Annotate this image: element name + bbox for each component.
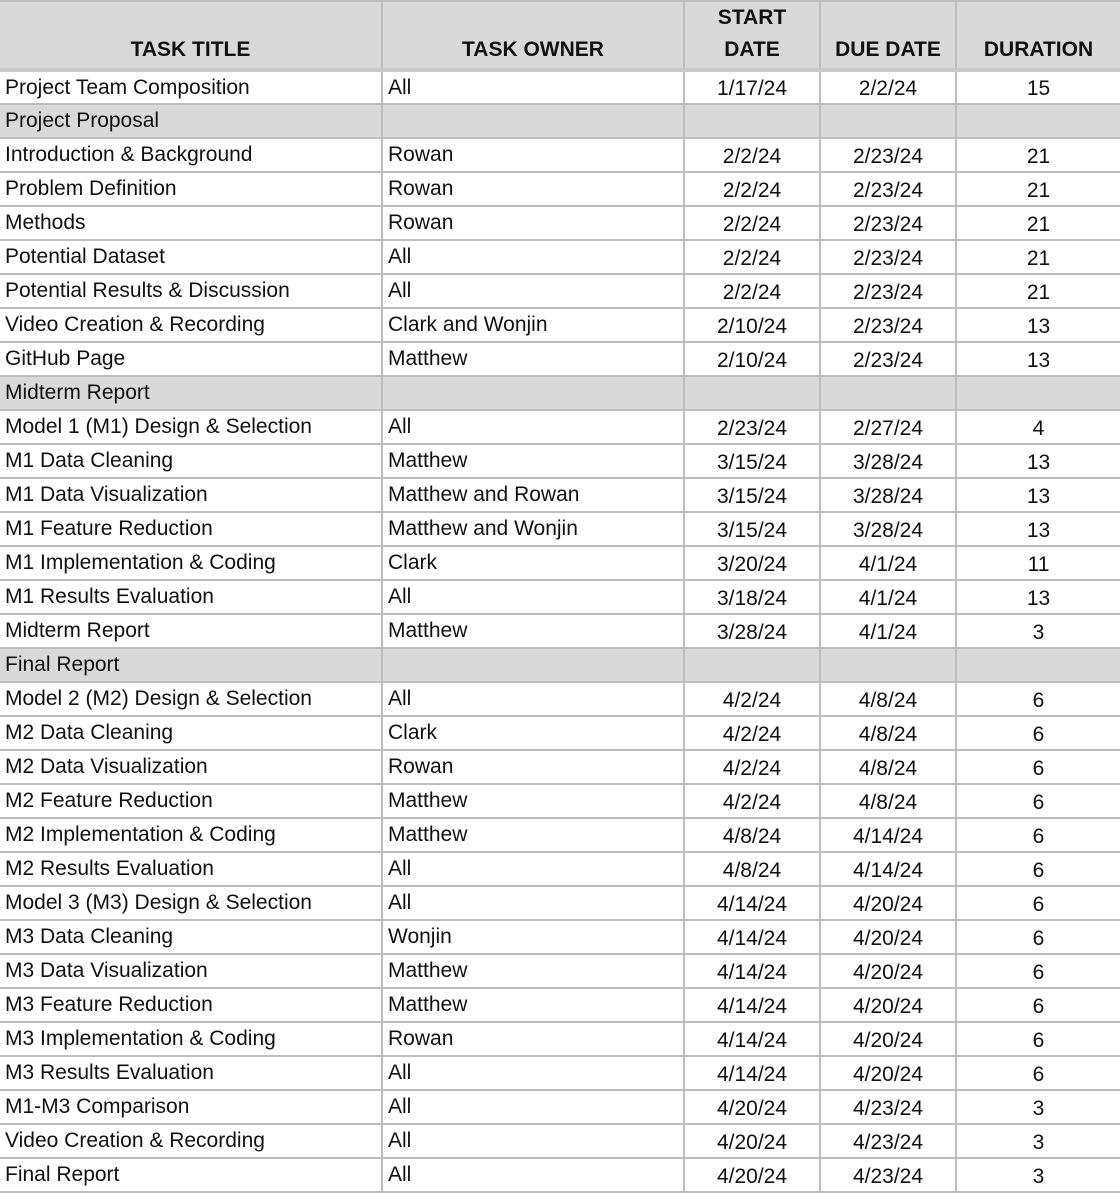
cell-task-owner[interactable]: Wonjin [382, 920, 684, 954]
cell-duration[interactable]: 6 [956, 682, 1120, 716]
header-start-date-line1: START [717, 6, 787, 29]
cell-task-title[interactable]: Final Report [0, 648, 382, 682]
cell-task-title[interactable]: Potential Results & Discussion [0, 274, 382, 308]
cell-duration[interactable]: 21 [956, 206, 1120, 240]
table-row [0, 716, 1120, 750]
cell-task-title[interactable]: M2 Feature Reduction [0, 784, 382, 818]
cell-due-date[interactable]: 2/23/24 [820, 172, 956, 206]
header-start-date[interactable] [684, 1, 820, 70]
cell-start-date[interactable]: 4/2/24 [684, 682, 820, 716]
cell-duration[interactable]: 3 [956, 614, 1120, 648]
cell-duration[interactable]: 6 [956, 750, 1120, 784]
table-row [0, 70, 1120, 104]
cell-duration[interactable]: 6 [956, 886, 1120, 920]
cell-task-owner[interactable]: All [382, 886, 684, 920]
cell-task-owner[interactable]: All [382, 1124, 684, 1158]
cell-due-date[interactable]: 4/8/24 [820, 750, 956, 784]
cell-task-title[interactable]: M3 Results Evaluation [0, 1056, 382, 1090]
cell-task-title[interactable]: Model 2 (M2) Design & Selection [0, 682, 382, 716]
cell-task-owner[interactable]: Matthew and Wonjin [382, 512, 684, 546]
cell-start-date[interactable]: 4/14/24 [684, 954, 820, 988]
cell-duration[interactable]: 6 [956, 988, 1120, 1022]
cell-task-title[interactable]: M2 Implementation & Coding [0, 818, 382, 852]
cell-due-date[interactable]: 4/20/24 [820, 1056, 956, 1090]
cell-start-date[interactable]: 4/20/24 [684, 1158, 820, 1192]
cell-task-owner[interactable]: Matthew [382, 988, 684, 1022]
cell-task-owner[interactable]: Rowan [382, 206, 684, 240]
cell-duration[interactable]: 4 [956, 410, 1120, 444]
cell-start-date[interactable]: 4/2/24 [684, 716, 820, 750]
cell-duration[interactable]: 6 [956, 716, 1120, 750]
table-row [0, 750, 1120, 784]
cell-task-title[interactable]: Model 3 (M3) Design & Selection [0, 886, 382, 920]
cell-duration[interactable]: 21 [956, 240, 1120, 274]
cell-due-date[interactable]: 4/1/24 [820, 580, 956, 614]
cell-due-date[interactable]: 4/20/24 [820, 954, 956, 988]
cell-due-date[interactable]: 4/20/24 [820, 988, 956, 1022]
cell-due-date[interactable]: 4/14/24 [820, 852, 956, 886]
cell-task-owner[interactable]: All [382, 410, 684, 444]
cell-task-owner[interactable]: Rowan [382, 750, 684, 784]
cell-task-owner[interactable]: All [382, 682, 684, 716]
table-row [0, 342, 1120, 376]
cell-due-date[interactable]: 2/2/24 [820, 70, 956, 104]
cell-start-date[interactable]: 3/15/24 [684, 512, 820, 546]
table-row [0, 240, 1120, 274]
cell-task-title[interactable]: Midterm Report [0, 376, 382, 410]
cell-due-date[interactable]: 4/20/24 [820, 1022, 956, 1056]
cell-duration[interactable]: 13 [956, 308, 1120, 342]
cell-task-owner[interactable]: Clark [382, 546, 684, 580]
table-row [0, 852, 1120, 886]
cell-task-owner[interactable]: Rowan [382, 138, 684, 172]
cell-task-title[interactable]: M1 Data Visualization [0, 478, 382, 512]
cell-due-date[interactable]: 4/8/24 [820, 682, 956, 716]
cell-task-owner[interactable] [382, 376, 684, 410]
cell-due-date[interactable]: 2/23/24 [820, 274, 956, 308]
cell-start-date[interactable]: 4/20/24 [684, 1090, 820, 1124]
cell-duration[interactable]: 6 [956, 920, 1120, 954]
cell-duration[interactable] [956, 376, 1120, 410]
cell-start-date[interactable]: 4/8/24 [684, 852, 820, 886]
table-row [0, 988, 1120, 1022]
cell-task-owner[interactable]: Rowan [382, 1022, 684, 1056]
cell-duration[interactable]: 13 [956, 444, 1120, 478]
table-row [0, 444, 1120, 478]
cell-start-date[interactable]: 4/2/24 [684, 750, 820, 784]
table-row [0, 138, 1120, 172]
cell-start-date[interactable]: 2/2/24 [684, 274, 820, 308]
table-row [0, 818, 1120, 852]
table-row [0, 1022, 1120, 1056]
cell-task-owner[interactable]: Rowan [382, 172, 684, 206]
table-row [0, 546, 1120, 580]
cell-start-date[interactable]: 1/17/24 [684, 70, 820, 104]
cell-duration[interactable]: 3 [956, 1158, 1120, 1192]
cell-due-date[interactable]: 4/20/24 [820, 920, 956, 954]
cell-duration[interactable]: 6 [956, 1056, 1120, 1090]
cell-due-date[interactable] [820, 376, 956, 410]
cell-task-title[interactable]: M1 Implementation & Coding [0, 546, 382, 580]
section-row [0, 376, 1120, 410]
cell-duration[interactable]: 3 [956, 1090, 1120, 1124]
table-row [0, 580, 1120, 614]
cell-start-date[interactable]: 3/28/24 [684, 614, 820, 648]
cell-task-title[interactable]: Problem Definition [0, 172, 382, 206]
table-row [0, 1124, 1120, 1158]
cell-task-title[interactable]: M3 Implementation & Coding [0, 1022, 382, 1056]
cell-duration[interactable]: 21 [956, 172, 1120, 206]
cell-task-title[interactable]: Potential Dataset [0, 240, 382, 274]
table-row [0, 274, 1120, 308]
table-row [0, 614, 1120, 648]
table-header [0, 1, 1120, 70]
table-row [0, 410, 1120, 444]
cell-task-owner[interactable]: Matthew and Rowan [382, 478, 684, 512]
cell-task-owner[interactable]: All [382, 274, 684, 308]
cell-duration[interactable]: 6 [956, 784, 1120, 818]
cell-due-date[interactable]: 2/23/24 [820, 206, 956, 240]
cell-duration[interactable]: 13 [956, 512, 1120, 546]
table-row [0, 1056, 1120, 1090]
cell-start-date[interactable]: 2/2/24 [684, 240, 820, 274]
cell-task-title[interactable]: Video Creation & Recording [0, 1124, 382, 1158]
cell-start-date[interactable] [684, 376, 820, 410]
cell-task-title[interactable]: Model 1 (M1) Design & Selection [0, 410, 382, 444]
cell-due-date[interactable]: 3/28/24 [820, 512, 956, 546]
table-row [0, 308, 1120, 342]
cell-task-owner[interactable]: All [382, 852, 684, 886]
cell-start-date[interactable]: 4/14/24 [684, 1022, 820, 1056]
cell-task-owner[interactable] [382, 648, 684, 682]
table-row [0, 682, 1120, 716]
cell-start-date[interactable]: 2/23/24 [684, 410, 820, 444]
cell-due-date[interactable]: 2/23/24 [820, 240, 956, 274]
cell-due-date[interactable]: 4/23/24 [820, 1090, 956, 1124]
cell-duration[interactable]: 21 [956, 274, 1120, 308]
cell-start-date[interactable]: 2/10/24 [684, 342, 820, 376]
header-task-owner[interactable]: TASK OWNER [382, 1, 684, 70]
cell-start-date[interactable]: 4/14/24 [684, 886, 820, 920]
cell-start-date[interactable]: 3/15/24 [684, 478, 820, 512]
cell-duration[interactable]: 13 [956, 580, 1120, 614]
cell-duration[interactable]: 15 [956, 70, 1120, 104]
cell-task-owner[interactable]: Matthew [382, 818, 684, 852]
cell-due-date[interactable] [820, 648, 956, 682]
cell-due-date[interactable]: 3/28/24 [820, 444, 956, 478]
cell-task-title[interactable]: Project Team Composition [0, 70, 382, 104]
cell-due-date[interactable] [820, 104, 956, 138]
table-body [0, 70, 1120, 1192]
header-row [0, 1, 1120, 70]
cell-due-date[interactable]: 4/1/24 [820, 614, 956, 648]
cell-task-owner[interactable]: All [382, 1158, 684, 1192]
section-row [0, 648, 1120, 682]
cell-start-date[interactable]: 3/18/24 [684, 580, 820, 614]
cell-duration[interactable]: 6 [956, 954, 1120, 988]
cell-task-owner[interactable]: All [382, 580, 684, 614]
cell-task-title[interactable]: M1-M3 Comparison [0, 1090, 382, 1124]
cell-due-date[interactable]: 4/14/24 [820, 818, 956, 852]
table-row [0, 172, 1120, 206]
cell-start-date[interactable]: 3/15/24 [684, 444, 820, 478]
cell-task-title[interactable]: M1 Data Cleaning [0, 444, 382, 478]
cell-task-owner[interactable]: All [382, 240, 684, 274]
cell-task-owner[interactable] [382, 104, 684, 138]
table-row [0, 886, 1120, 920]
cell-due-date[interactable]: 4/23/24 [820, 1124, 956, 1158]
cell-start-date[interactable]: 4/2/24 [684, 784, 820, 818]
section-row [0, 104, 1120, 138]
cell-start-date[interactable]: 2/2/24 [684, 138, 820, 172]
cell-task-owner[interactable]: Clark [382, 716, 684, 750]
cell-task-owner[interactable]: All [382, 1056, 684, 1090]
cell-due-date[interactable]: 4/8/24 [820, 784, 956, 818]
cell-task-title[interactable]: Final Report [0, 1158, 382, 1192]
table-row [0, 784, 1120, 818]
cell-task-title[interactable]: GitHub Page [0, 342, 382, 376]
cell-start-date[interactable]: 3/20/24 [684, 546, 820, 580]
cell-task-title[interactable]: M2 Data Cleaning [0, 716, 382, 750]
cell-duration[interactable]: 11 [956, 546, 1120, 580]
cell-task-title[interactable]: M2 Data Visualization [0, 750, 382, 784]
cell-due-date[interactable]: 4/23/24 [820, 1158, 956, 1192]
cell-due-date[interactable]: 2/27/24 [820, 410, 956, 444]
cell-task-title[interactable]: Methods [0, 206, 382, 240]
cell-start-date[interactable]: 4/14/24 [684, 1056, 820, 1090]
cell-start-date[interactable]: 4/20/24 [684, 1124, 820, 1158]
cell-duration[interactable]: 13 [956, 478, 1120, 512]
cell-duration[interactable]: 3 [956, 1124, 1120, 1158]
cell-task-title[interactable]: M3 Feature Reduction [0, 988, 382, 1022]
cell-start-date[interactable]: 4/14/24 [684, 988, 820, 1022]
cell-task-owner[interactable]: Matthew [382, 784, 684, 818]
cell-task-owner[interactable]: Clark and Wonjin [382, 308, 684, 342]
cell-due-date[interactable]: 2/23/24 [820, 342, 956, 376]
header-task-title[interactable]: TASK TITLE [0, 1, 382, 70]
table-row [0, 1090, 1120, 1124]
cell-task-owner[interactable]: Matthew [382, 614, 684, 648]
cell-duration[interactable]: 6 [956, 818, 1120, 852]
table-row [0, 206, 1120, 240]
cell-task-title[interactable]: M3 Data Cleaning [0, 920, 382, 954]
cell-due-date[interactable]: 2/23/24 [820, 308, 956, 342]
cell-start-date[interactable]: 2/10/24 [684, 308, 820, 342]
cell-start-date[interactable] [684, 104, 820, 138]
cell-task-title[interactable]: M1 Results Evaluation [0, 580, 382, 614]
table-row [0, 1158, 1120, 1192]
cell-task-title[interactable]: Project Proposal [0, 104, 382, 138]
table-row [0, 954, 1120, 988]
table-row [0, 512, 1120, 546]
cell-task-owner[interactable]: Matthew [382, 954, 684, 988]
cell-task-owner[interactable]: Matthew [382, 444, 684, 478]
cell-task-owner[interactable]: Matthew [382, 342, 684, 376]
cell-duration[interactable]: 6 [956, 1022, 1120, 1056]
cell-task-title[interactable]: Video Creation & Recording [0, 308, 382, 342]
cell-task-title[interactable]: M3 Data Visualization [0, 954, 382, 988]
cell-start-date[interactable]: 4/8/24 [684, 818, 820, 852]
cell-due-date[interactable]: 4/8/24 [820, 716, 956, 750]
cell-duration[interactable]: 21 [956, 138, 1120, 172]
cell-duration[interactable]: 6 [956, 852, 1120, 886]
cell-task-owner[interactable]: All [382, 70, 684, 104]
cell-duration[interactable]: 13 [956, 342, 1120, 376]
cell-duration[interactable] [956, 648, 1120, 682]
header-duration[interactable]: DURATION [956, 1, 1120, 70]
cell-task-title[interactable]: M2 Results Evaluation [0, 852, 382, 886]
cell-task-title[interactable]: M1 Feature Reduction [0, 512, 382, 546]
cell-due-date[interactable]: 3/28/24 [820, 478, 956, 512]
table-row [0, 478, 1120, 512]
header-start-date-line2: DATE [724, 38, 780, 61]
cell-start-date[interactable]: 2/2/24 [684, 172, 820, 206]
cell-start-date[interactable]: 2/2/24 [684, 206, 820, 240]
cell-task-title[interactable]: Introduction & Background [0, 138, 382, 172]
cell-due-date[interactable]: 4/20/24 [820, 886, 956, 920]
cell-task-owner[interactable]: All [382, 1090, 684, 1124]
cell-start-date[interactable] [684, 648, 820, 682]
table-row [0, 920, 1120, 954]
cell-task-title[interactable]: Midterm Report [0, 614, 382, 648]
cell-duration[interactable] [956, 104, 1120, 138]
header-due-date[interactable]: DUE DATE [820, 1, 956, 70]
cell-due-date[interactable]: 2/23/24 [820, 138, 956, 172]
cell-due-date[interactable]: 4/1/24 [820, 546, 956, 580]
cell-start-date[interactable]: 4/14/24 [684, 920, 820, 954]
